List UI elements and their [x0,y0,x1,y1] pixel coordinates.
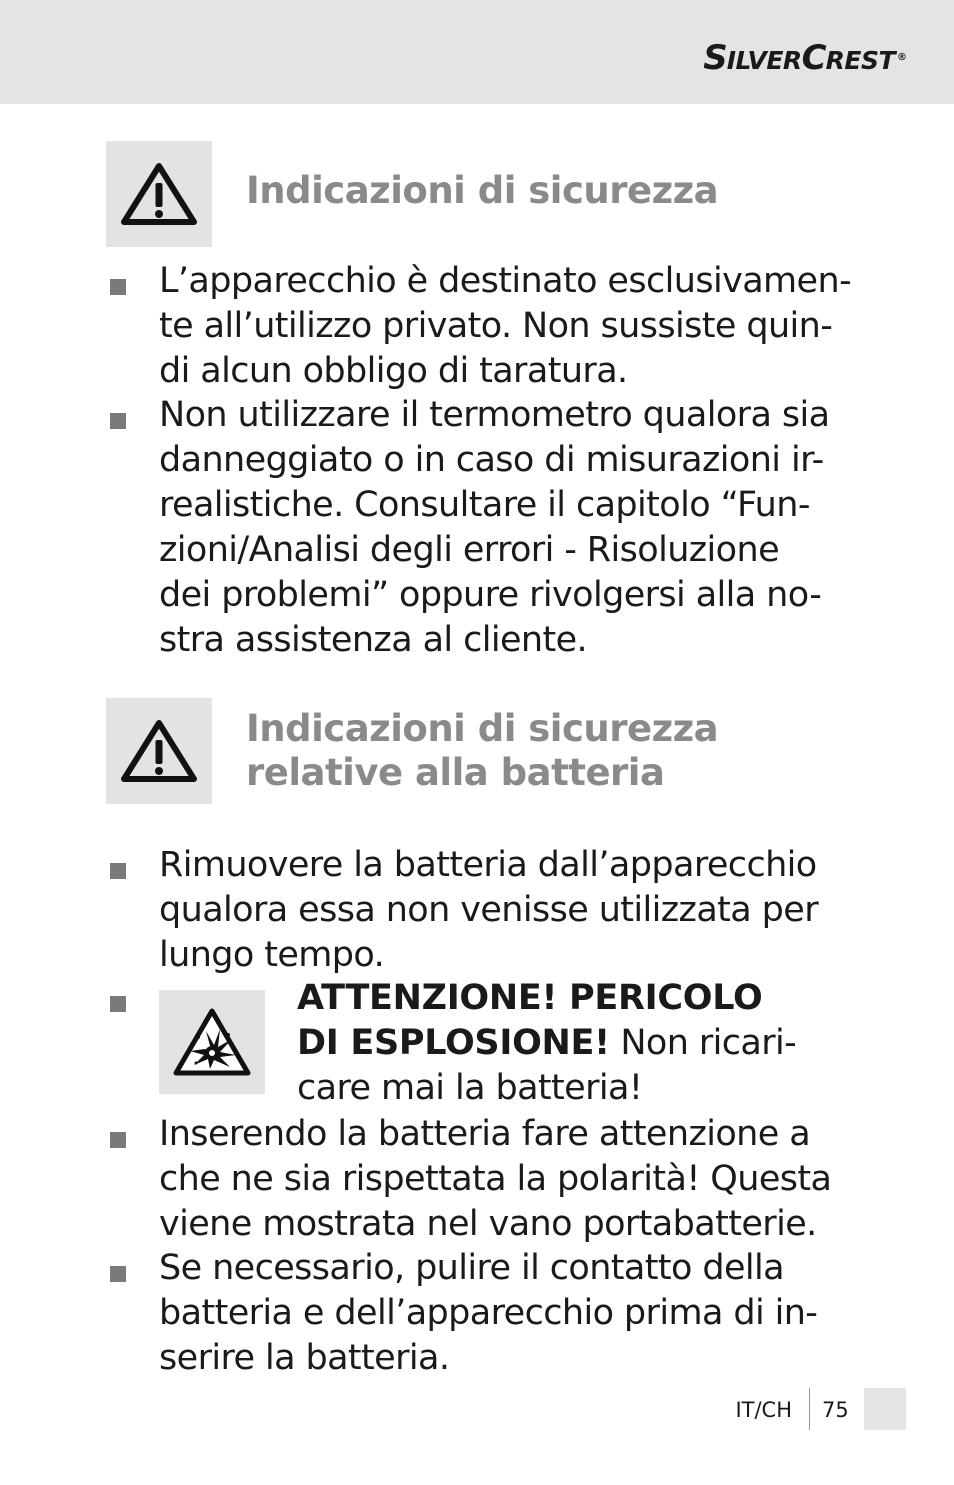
bullet-square-icon [110,1132,126,1148]
explosion-warning-text [297,976,857,1111]
section-heading-battery [246,707,718,795]
footer-language: IT/CH [735,1398,792,1422]
explosion-hazard-icon [159,990,265,1094]
list-item-text: L’apparecchio è destinato esclusivamen- te all’utilizzo privato. Non sussiste quin- di alcun obbligo di taratura. [159,261,852,391]
bullet-square-icon [110,413,126,429]
list-item-text: Rimuovere la batteria dall’apparecchio qualora essa non venisse utilizzata per lungo tempo. [159,845,819,975]
heading-line: Indicazioni di sicurezza [246,707,719,750]
bullet-square-icon [110,279,126,295]
footer-tab-marker [864,1388,906,1430]
list-item-text: Se necessario, pulire il contatto della batteria e dell’apparecchio prima di in- serire la batteria. [159,1248,818,1378]
bullet-square-icon [110,1266,126,1282]
bullet-square-icon [110,863,126,879]
warning-strong-text: ATTENZIONE! PERICOLO [297,978,763,1018]
section-heading-safety: Indicazioni di sicurezza [246,169,719,212]
page-number: 75 [822,1398,849,1422]
heading-line: relative alla batteria [246,751,665,794]
warning-text: care mai la batteria! [297,1068,643,1108]
list-item-text: Inserendo la batteria fare attenzione a che ne sia rispettata la polarità! Questa viene mostrata nel vano portabatterie. [159,1114,832,1244]
brand-logo: SILVERCREST ® [703,38,906,78]
warning-text: Non ricari- [609,1023,797,1063]
footer-divider [809,1388,810,1430]
warning-triangle-icon [106,141,212,247]
page-header [0,0,954,104]
warning-strong-text: DI ESPLOSIONE! [297,1023,610,1063]
bullet-square-icon [110,996,126,1012]
warning-triangle-icon [106,698,212,804]
list-item-text: Non utilizzare il termometro qualora sia danneggiato o in caso di misurazioni ir- realistiche. Consultare il capitolo “Fun- zioni/Analisi degli errori - Risoluzione dei problemi” oppure rivolgersi alla no- stra assistenza al cliente. [159,395,830,660]
